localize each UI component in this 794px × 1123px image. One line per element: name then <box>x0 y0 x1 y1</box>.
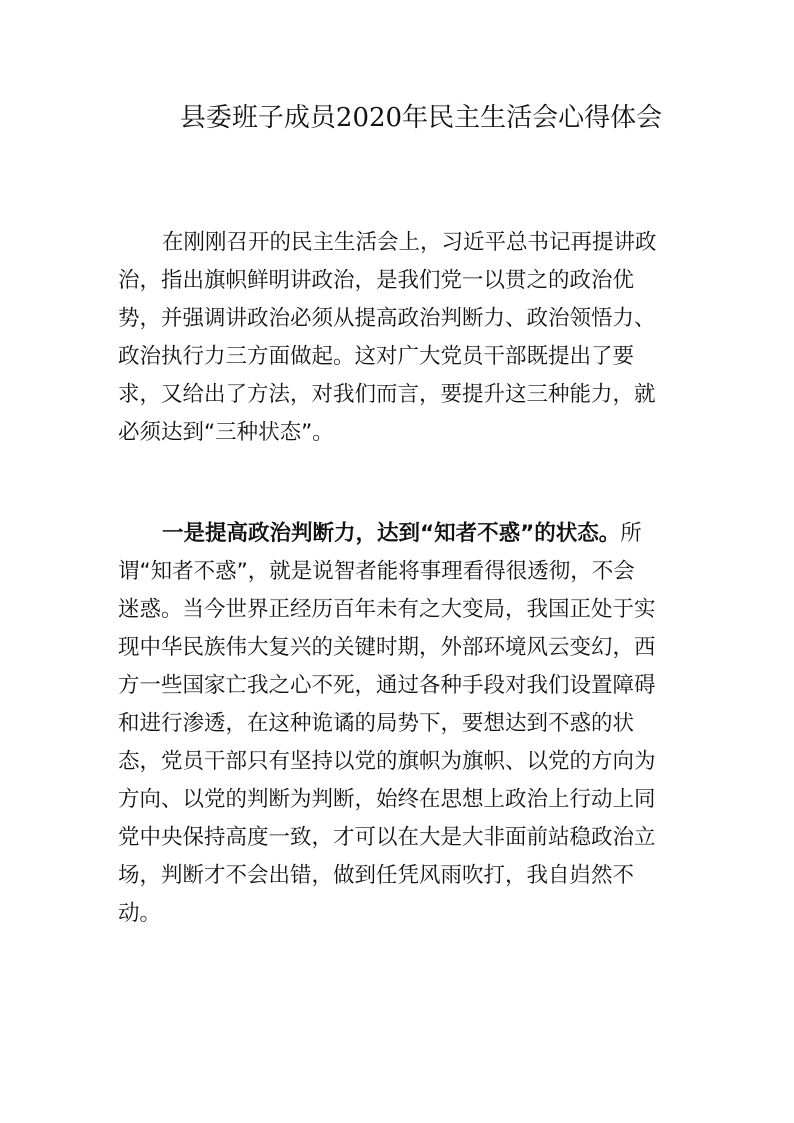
paragraph-lead-line <box>118 515 673 553</box>
paragraph-line: 必须达到“三种状态”。 <box>118 420 334 445</box>
paragraph-line: 和进行渗透，在这种诡谲的局势下，要想达到不惑的状 <box>118 711 635 736</box>
paragraph-line: 迷惑。当今世界正经历百年未有之大变局，我国正处于实 <box>118 597 656 622</box>
paragraph-line: 场，判断才不会出错，做到任凭风雨吹打，我自岿然不 <box>118 863 635 888</box>
document-title-text: 县委班子成员2020年民主生活会心得体会 <box>179 103 663 133</box>
paragraph-line: 动。 <box>118 901 162 926</box>
paragraph-line: 政治执行力三方面做起。这对广大党员干部既提出了要 <box>118 344 635 369</box>
document-title <box>0 98 794 138</box>
paragraph-line: 谓“知者不惑”，就是说智者能将事理看得很透彻，不会 <box>118 559 635 584</box>
paragraph-line: 方一些国家亡我之心不死，通过各种手段对我们设置障碍 <box>118 673 656 698</box>
paragraph-line: 治，指出旗帜鲜明讲政治，是我们党一以贯之的政治优 <box>118 268 635 293</box>
paragraph-intro <box>118 224 673 452</box>
paragraph-line: 求，又给出了方法，对我们而言，要提升这三种能力，就 <box>118 382 656 407</box>
paragraph-line: 态，党员干部只有坚持以党的旗帜为旗帜、以党的方向为 <box>118 749 656 774</box>
paragraph-line: 方向、以党的判断为判断，始终在思想上政治上行动上同 <box>118 787 656 812</box>
paragraph-point-one <box>118 515 673 933</box>
paragraph-line: 党中央保持高度一致，才可以在大是大非面前站稳政治立 <box>118 825 656 850</box>
paragraph-line: 在刚刚召开的民主生活会上，习近平总书记再提讲政 <box>162 230 657 255</box>
paragraph-line: 现中华民族伟大复兴的关键时期，外部环境风云变幻，西 <box>118 635 656 660</box>
paragraph-lead-rest: 所 <box>620 521 642 546</box>
paragraph-lead-heading: 一是提高政治判断力，达到“知者不惑”的状态。 <box>162 521 621 546</box>
paragraph-line: 势，并强调讲政治必须从提高政治判断力、政治领悟力、 <box>118 306 656 331</box>
